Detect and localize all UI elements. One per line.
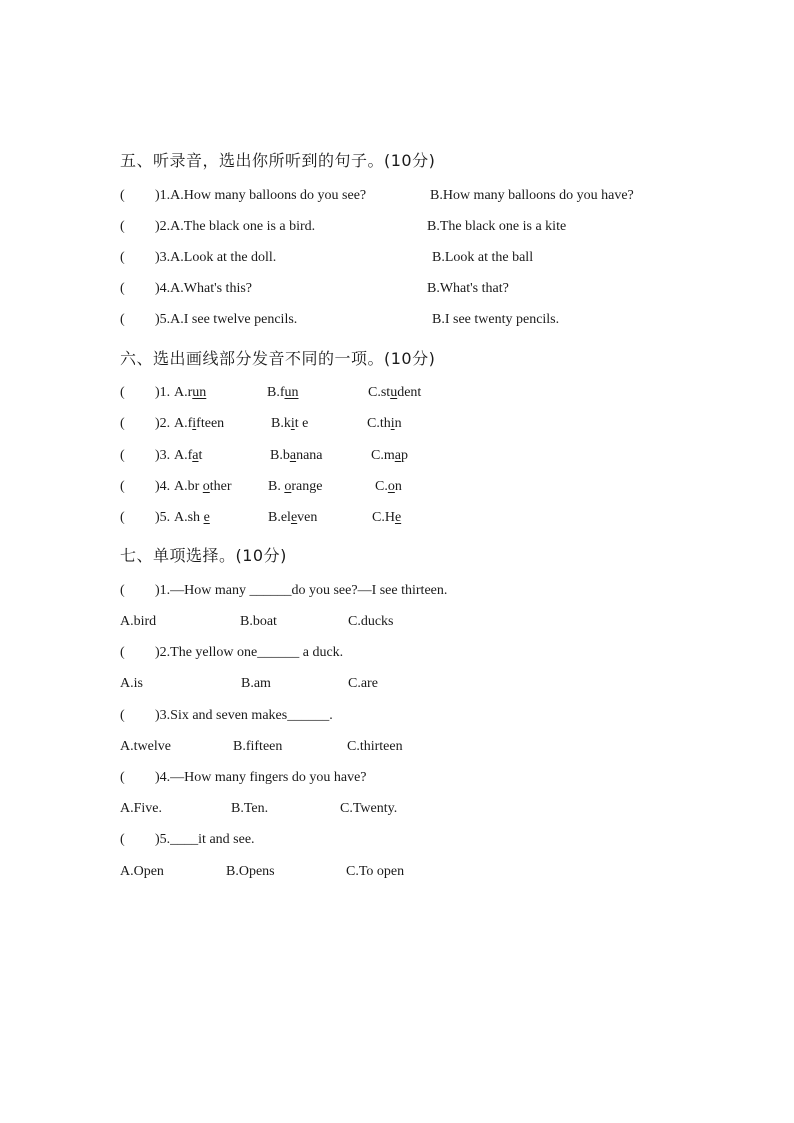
word-part: A.f xyxy=(174,448,193,463)
question-text: )3.Six and seven makes______. xyxy=(155,708,333,723)
option-a xyxy=(174,415,224,433)
word-part: A.br xyxy=(174,479,203,494)
answer-paren: ( xyxy=(120,832,125,847)
option-a: )1.A.How many balloons do you see? xyxy=(155,188,367,203)
option-b xyxy=(267,384,299,402)
word-part: C. xyxy=(375,479,388,494)
option-b xyxy=(270,447,323,465)
word-part: nana xyxy=(296,448,323,463)
option-c xyxy=(375,478,402,496)
underlined-letters: e xyxy=(394,510,402,525)
option-a: A.Open xyxy=(120,864,164,879)
word-part: C.th xyxy=(367,416,391,431)
option-a xyxy=(174,478,232,496)
underlined-letters: i xyxy=(192,416,197,431)
word-part: B.k xyxy=(271,416,291,431)
option-a: )4.A.What's this? xyxy=(155,281,253,296)
underlined-letters: a xyxy=(289,448,297,463)
answer-paren: ( xyxy=(120,281,125,296)
option-b: B.How many balloons do you have? xyxy=(430,188,634,203)
underlined-letters: i xyxy=(390,416,395,431)
word-part: A.r xyxy=(174,385,193,400)
option-b: B.boat xyxy=(240,614,277,629)
option-c xyxy=(371,447,408,465)
option-a: A.is xyxy=(120,676,143,691)
word-part: dent xyxy=(397,385,422,400)
option-c xyxy=(372,509,401,527)
option-a xyxy=(174,509,210,527)
word-part: A.sh xyxy=(174,510,204,525)
underlined-letters: o xyxy=(387,479,395,494)
word-part: C.m xyxy=(371,448,395,463)
word-part: range xyxy=(291,479,323,494)
answer-paren: ( xyxy=(120,645,125,660)
word-part: B. xyxy=(268,479,285,494)
word-part: t xyxy=(198,448,203,463)
option-b xyxy=(268,509,317,527)
option-b: B.I see twenty pencils. xyxy=(432,312,560,327)
word-part: B.f xyxy=(267,385,285,400)
underlined-letters: un xyxy=(192,385,207,400)
underlined-letters: u xyxy=(390,385,398,400)
item-number: )5. xyxy=(155,510,171,525)
word-part: ven xyxy=(297,510,318,525)
section-5-title: 五、听录音，选出你所听到的句子。(10分) xyxy=(120,151,436,170)
option-a: )5.A.I see twelve pencils. xyxy=(155,312,298,327)
option-c: C.Twenty. xyxy=(340,801,398,816)
answer-paren: ( xyxy=(120,510,125,525)
option-c: C.are xyxy=(348,676,378,691)
underlined-letters: a xyxy=(192,448,199,463)
word-part: n xyxy=(394,479,402,494)
option-b: B.Opens xyxy=(226,864,275,879)
word-part: B.b xyxy=(270,448,290,463)
word-part: t e xyxy=(294,416,309,431)
question-text: )5.____it and see. xyxy=(155,832,255,847)
question-text: )4.—How many fingers do you have? xyxy=(155,770,367,785)
underlined-letters: o xyxy=(202,479,210,494)
underlined-letters: e xyxy=(203,510,210,525)
option-c xyxy=(367,415,402,433)
answer-paren: ( xyxy=(120,219,125,234)
option-a: )2.A.The black one is a bird. xyxy=(155,219,316,234)
answer-paren: ( xyxy=(120,583,125,598)
answer-paren: ( xyxy=(120,385,125,400)
item-number: )4. xyxy=(155,479,171,494)
question-text: )2.The yellow one______ a duck. xyxy=(155,645,344,660)
answer-paren: ( xyxy=(120,708,125,723)
word-part: ther xyxy=(209,479,232,494)
option-a: )3.A.Look at the doll. xyxy=(155,250,277,265)
option-c: C.thirteen xyxy=(347,739,403,754)
option-c: C.ducks xyxy=(348,614,394,629)
item-number: )1. xyxy=(155,385,171,400)
item-number: )3. xyxy=(155,448,171,463)
option-a xyxy=(174,447,202,465)
section-6-title: 六、选出画线部分发音不同的一项。(10分) xyxy=(120,349,436,368)
option-b: B.am xyxy=(241,676,271,691)
word-part: n xyxy=(394,416,402,431)
section-7-title: 七、单项选择。(10分) xyxy=(120,546,287,565)
option-c: C.To open xyxy=(346,864,405,879)
answer-paren: ( xyxy=(120,770,125,785)
option-a: A.Five. xyxy=(120,801,162,816)
underlined-letters: i xyxy=(290,416,295,431)
answer-paren: ( xyxy=(120,416,125,431)
item-number: )2. xyxy=(155,416,171,431)
option-b: B.fifteen xyxy=(233,739,283,754)
word-part: A.f xyxy=(174,416,193,431)
option-a: A.bird xyxy=(120,614,157,629)
word-part: C.H xyxy=(372,510,395,525)
answer-paren: ( xyxy=(120,312,125,327)
word-part: C.st xyxy=(368,385,391,400)
underlined-letters: a xyxy=(394,448,401,463)
underlined-letters: e xyxy=(290,510,298,525)
answer-paren: ( xyxy=(120,250,125,265)
underlined-letters: o xyxy=(284,479,292,494)
option-b xyxy=(271,415,308,433)
underlined-letters: un xyxy=(284,385,299,400)
answer-paren: ( xyxy=(120,448,125,463)
option-b: B.Ten. xyxy=(231,801,269,816)
option-a xyxy=(174,384,206,402)
word-part: p xyxy=(400,448,408,463)
option-b: B.Look at the ball xyxy=(432,250,534,265)
word-part: B.el xyxy=(268,510,291,525)
answer-paren: ( xyxy=(120,479,125,494)
option-b xyxy=(268,478,322,496)
option-c xyxy=(368,384,421,402)
option-a: A.twelve xyxy=(120,739,171,754)
option-b: B.The black one is a kite xyxy=(427,219,567,234)
option-b: B.What's that? xyxy=(427,281,509,296)
word-part: fteen xyxy=(196,416,225,431)
answer-paren: ( xyxy=(120,188,125,203)
question-text: )1.—How many ______do you see?—I see thirteen. xyxy=(155,583,448,598)
